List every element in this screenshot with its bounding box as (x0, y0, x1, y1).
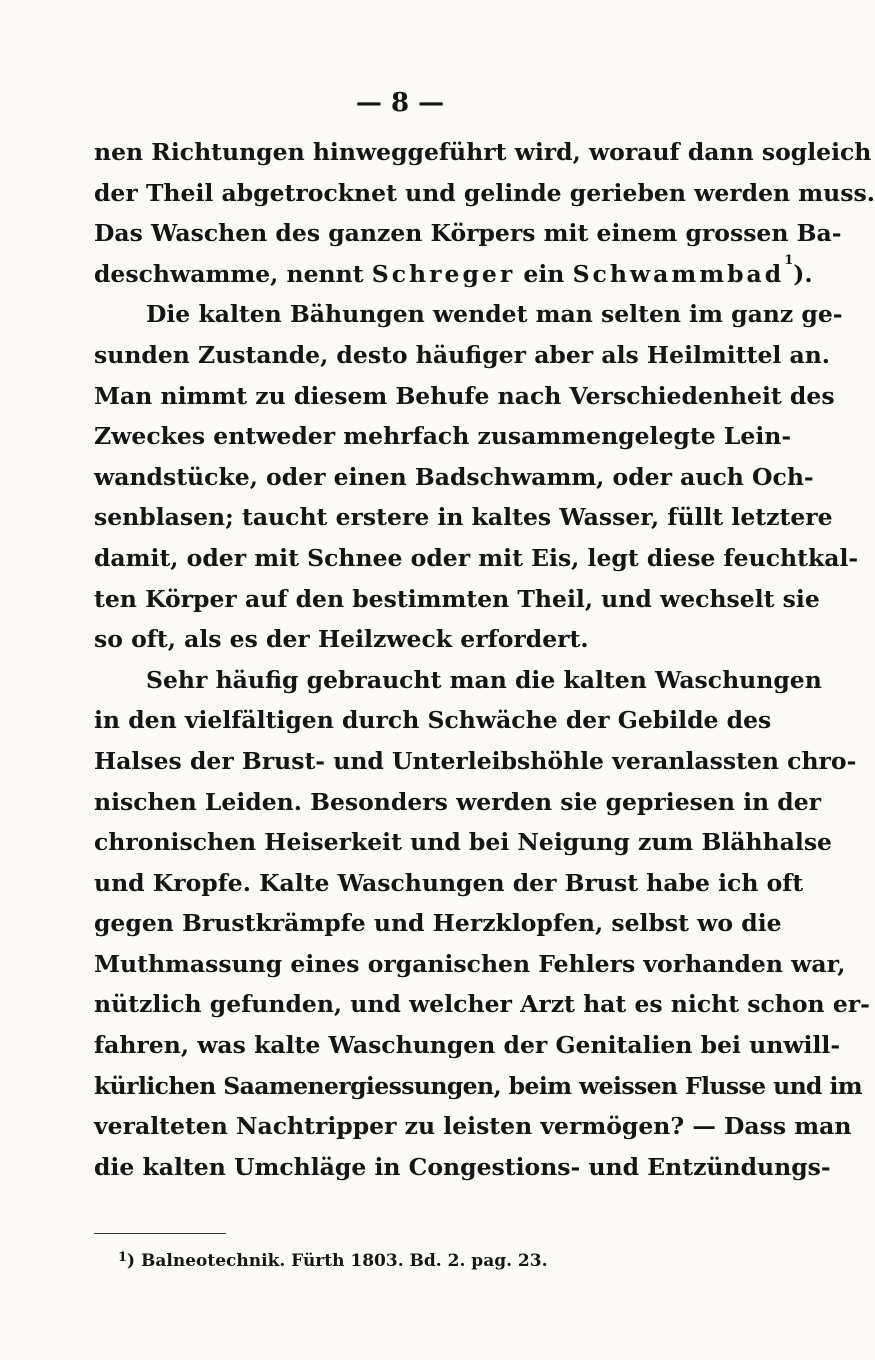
body-text (94, 132, 875, 1187)
text-line: Muthmassung eines organischen Fehlers vorhanden war, (94, 949, 846, 978)
text-fragment: ). (793, 259, 813, 288)
text-line: nischen Leiden. Besonders werden sie gepriesen in der (94, 787, 822, 816)
text-line: Die kalten Bähungen wendet man selten im ganz ge- (146, 300, 843, 329)
text-line: kürlichen Saamenergiessungen, beim weissen Flusse und im (94, 1071, 863, 1100)
text-line: Sehr häufig gebraucht man die kalten Waschungen (146, 665, 822, 694)
text-line: so oft, als es der Heilzweck erfordert. (94, 625, 589, 654)
page-number: — 8 — (355, 88, 445, 118)
text-line: fahren, was kalte Waschungen der Genitalien bei unwill- (94, 1031, 841, 1060)
text-line: wandstücke, oder einen Badschwamm, oder auch Och- (94, 462, 814, 491)
text-line: gegen Brustkrämpfe und Herzklopfen, selbst wo die (94, 909, 782, 938)
text-line: nen Richtungen hinweggeführt wird, worauf dann sogleich (94, 138, 872, 166)
text-line: Das Waschen des ganzen Körpers mit einem grossen Ba- (94, 219, 842, 248)
text-fragment: ein (515, 259, 573, 288)
term-emphasis: Schwammbad (572, 259, 785, 288)
text-line: Man nimmt zu diesem Behufe nach Verschiedenheit des (94, 381, 835, 410)
footnote-marker: 1 (118, 1250, 128, 1265)
author-name: Schreger (371, 259, 516, 288)
text-line: in den vielfältigen durch Schwäche der Gebilde des (94, 706, 772, 735)
text-line: der Theil abgetrocknet und gelinde gerieben werden muss. (94, 178, 875, 207)
text-line (94, 252, 813, 295)
footnote (118, 1251, 548, 1271)
text-line: chronischen Heiserkeit und bei Neigung zum Blähhalse (94, 828, 833, 857)
footnote-reference[interactable]: 1 (784, 252, 794, 268)
text-fragment: deschwamme, nennt (94, 259, 372, 288)
text-line: nützlich gefunden, und welcher Arzt hat es nicht schon er- (94, 990, 870, 1019)
text-line: damit, oder mit Schnee oder mit Eis, legt diese feuchtkal- (94, 543, 859, 572)
text-line: sunden Zustande, desto häufiger aber als Heilmittel an. (94, 340, 830, 369)
text-line: Halses der Brust- und Unterleibshöhle veranlassten chro- (94, 746, 857, 775)
text-line: die kalten Umchläge in Congestions- und Entzündungs- (94, 1152, 831, 1181)
text-line: ten Körper auf den bestimmten Theil, und wechselt sie (94, 584, 820, 613)
text-line: senblasen; taucht erstere in kaltes Wasser, füllt letztere (94, 503, 833, 532)
text-line: und Kropfe. Kalte Waschungen der Brust habe ich oft (94, 868, 804, 897)
footnote-text: ) Balneotechnik. Fürth 1803. Bd. 2. pag. 23. (127, 1251, 548, 1271)
footnote-divider (94, 1233, 226, 1234)
text-line: veralteten Nachtripper zu leisten vermögen? — Dass man (94, 1112, 852, 1141)
text-line: Zweckes entweder mehrfach zusammengelegte Lein- (94, 422, 792, 451)
